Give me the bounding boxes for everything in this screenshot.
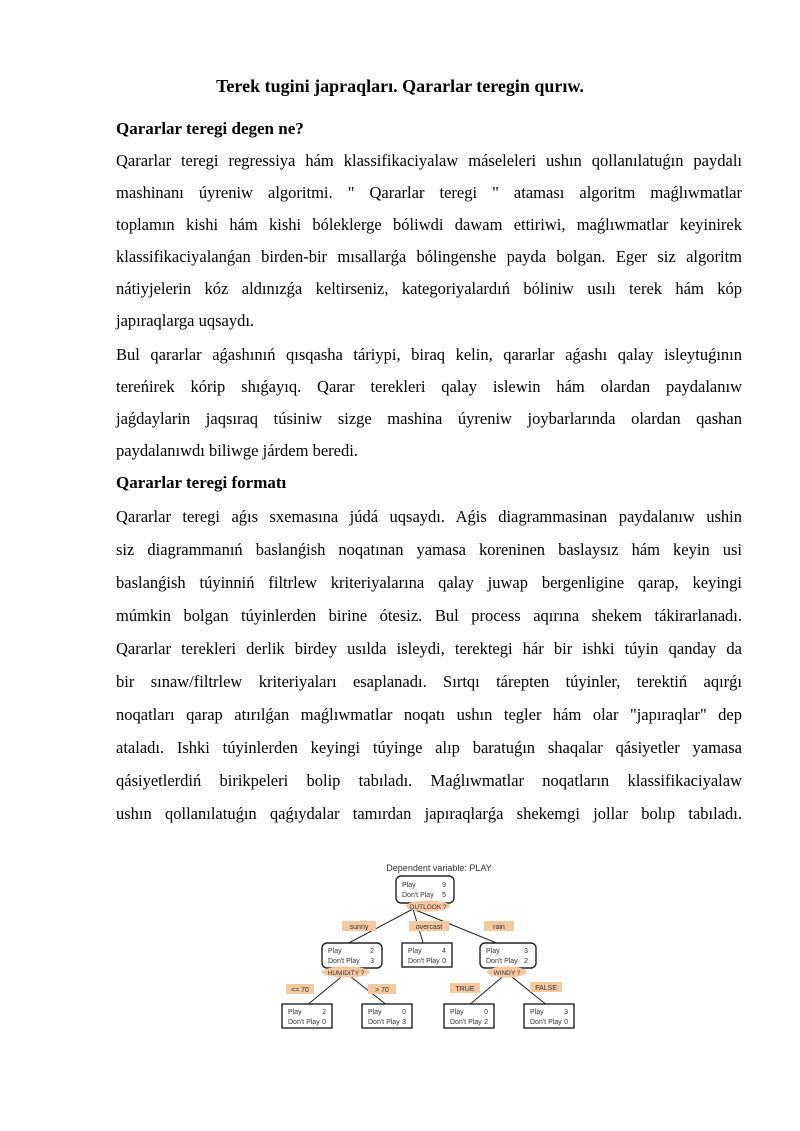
rain-node: [480, 943, 536, 968]
paragraph-line: tereńirek kórip shıǵayıq. Qarar terekleri qalay islewin hám olardan paydalanıw: [116, 377, 742, 396]
branch-label-overcast: [409, 921, 449, 931]
node-dont-count: 0: [564, 1019, 568, 1026]
section-heading-format: Qararlar teregi formatı: [116, 473, 287, 492]
paragraph-line: bir sınaw/filtrlew kriteriyaları esaplanadı. Sırtqı tárepten túyinler, terektiń aqırǵı: [116, 672, 742, 691]
node-dont-count: 0: [442, 958, 446, 965]
node-play-label: Play: [328, 948, 342, 955]
node-dont-label: Don't Play: [288, 1019, 320, 1026]
node-dont-count: 2: [524, 958, 528, 965]
node-play-count: 3: [564, 1009, 568, 1016]
paragraph-line: toplamın kishi hám kishi bóleklerge bóliwdi dawam ettiriwi, maǵlıwmatlar keyinirek: [116, 215, 742, 234]
branch-label-true: [450, 983, 480, 993]
paragraph-line: ataladı. Ishki túyinlerden keyingi túyinge alıp baratuǵın shaqalar qásiyetler yamasa: [116, 738, 742, 757]
paragraph-line: Qararlar teregi regressiya hám klassifikaciyalaw máseleleri ushın qollanılatuǵın paydalı: [116, 151, 742, 170]
node-play-count: 0: [402, 1009, 406, 1016]
branch-label-gt70: [368, 984, 396, 994]
node-play-label: Play: [402, 882, 416, 889]
leaf-node-true: [444, 1004, 494, 1028]
paragraph-line: ushın qollanılatuǵın qaǵıydalar tamırdan japıraqlarǵa shekemgi jollar bolıp tabıladı.: [116, 804, 742, 823]
paragraph-line: mashinanı úyreniw algoritmi. " Qararlar teregi " ataması algoritm maǵlıwmatlar: [116, 183, 742, 202]
svg-text:sunny: sunny: [349, 924, 369, 931]
node-play-label: Play: [530, 1009, 544, 1016]
svg-text:> 70: > 70: [375, 987, 389, 994]
node-play-count: 2: [370, 948, 374, 955]
root-node: [396, 876, 454, 903]
paragraph-line: jaǵdaylarin jaqsıraq túsiniw sizge mashina úyreniw joybarlarında olardan qashan: [116, 409, 742, 428]
svg-text:overcast: overcast: [415, 924, 443, 931]
leaf-node-gt70: [362, 1004, 412, 1028]
paragraph-line: nátiyjelerin kóz aldınızǵa keltirseniz, kategoriyalardıń bóliniw usılı terek hám kóp: [116, 279, 742, 298]
node-play-count: 3: [524, 948, 528, 955]
decision-tree-figure: [276, 858, 586, 1030]
node-play-label: Play: [408, 948, 422, 955]
document-title: Terek tugini japraqları. Qararlar teregin qurıw.: [216, 76, 584, 96]
node-dont-label: Don't Play: [368, 1019, 400, 1026]
node-dont-label: Don't Play: [408, 958, 440, 965]
node-play-count: 9: [442, 882, 446, 889]
svg-text:TRUE: TRUE: [455, 986, 475, 993]
node-dont-label: Don't Play: [328, 958, 360, 965]
overcast-node: [402, 943, 452, 967]
node-dont-count: 0: [322, 1019, 326, 1026]
paragraph-line: paydalanıwdı biliwge járdem beredi.: [116, 441, 358, 460]
node-dont-label: Don't Play: [402, 892, 434, 899]
paragraph-line: Qararlar teregi aǵıs sxemasına júdá uqsaydı. Aǵis diagrammasinan paydalanıw ushin: [116, 507, 742, 526]
node-play-count: 0: [484, 1009, 488, 1016]
paragraph-line: qásiyetlerdiń birikpeleri bolip tabıladı. Maǵlıwmatlar noqatların klassifikaciyalaw: [116, 771, 742, 790]
figure-header: Dependent variable: PLAY: [386, 863, 492, 873]
svg-text:FALSE: FALSE: [535, 985, 557, 992]
paragraph-line: Bul qararlar aǵashınıń qısqasha táriypi, biraq kelin, qararlar aǵashı qalay isleytuǵının: [116, 345, 742, 364]
branch-label-rain: [484, 921, 514, 931]
node-dont-count: 2: [484, 1019, 488, 1026]
paragraph-line: baslanǵish túyinniń filtrlew kriteriyalarına qalay juwap bergenligine qarap, keyingi: [116, 573, 742, 592]
node-play-label: Play: [450, 1009, 464, 1016]
svg-text:<= 70: <= 70: [291, 987, 309, 994]
leaf-node-le70: [282, 1004, 332, 1028]
branch-label-sunny: [342, 921, 376, 931]
node-dont-count: 3: [370, 958, 374, 965]
sunny-node: [322, 943, 382, 968]
node-play-label: Play: [368, 1009, 382, 1016]
node-dont-label: Don't Play: [450, 1019, 482, 1026]
svg-text:HUMIDITY ?: HUMIDITY ?: [327, 970, 365, 977]
svg-text:OUTLOOK ?: OUTLOOK ?: [409, 904, 447, 911]
paragraph-line: Qararlar terekleri derlik birdey usılda isleydi, terektegi hár bir ishki túyin qanday da: [116, 639, 742, 658]
node-dont-count: 3: [402, 1019, 406, 1026]
paragraph-line: siz diagrammanıń baslanǵish noqatınan yamasa koreninen baslaysız hám keyin usi: [116, 540, 742, 559]
paragraph-line: klassifikaciyalanǵan birden-bir mısallarǵa bólingenshe payda bolgan. Eger siz algoritm: [116, 247, 742, 266]
node-dont-label: Don't Play: [530, 1019, 562, 1026]
split-label-humidity: [322, 967, 370, 978]
node-play-count: 4: [442, 948, 446, 955]
node-play-label: Play: [486, 948, 500, 955]
split-label-outlook: [406, 901, 450, 912]
svg-text:WINDY ?: WINDY ?: [493, 970, 521, 977]
paragraph-line: noqatları qarap atırılǵan maǵlıwmatlar noqatı ushın tegler hám olar "japıraqlar" dep: [116, 705, 742, 724]
svg-text:rain: rain: [493, 924, 505, 931]
split-label-windy: [487, 967, 527, 978]
node-play-count: 2: [322, 1009, 326, 1016]
branch-label-false: [530, 982, 562, 992]
leaf-node-false: [524, 1004, 574, 1028]
branch-label-le70: [286, 984, 314, 994]
node-dont-count: 5: [442, 892, 446, 899]
paragraph-line: japıraqlarga uqsaydı.: [116, 311, 255, 330]
section-heading-what-is: Qararlar teregi degen ne?: [116, 119, 304, 138]
node-play-label: Play: [288, 1009, 302, 1016]
node-dont-label: Don't Play: [486, 958, 518, 965]
paragraph-line: múmkin bolgan túyinlerden birine ótesiz. Bul process aqırına shekem tákirarlanadı.: [116, 606, 742, 625]
